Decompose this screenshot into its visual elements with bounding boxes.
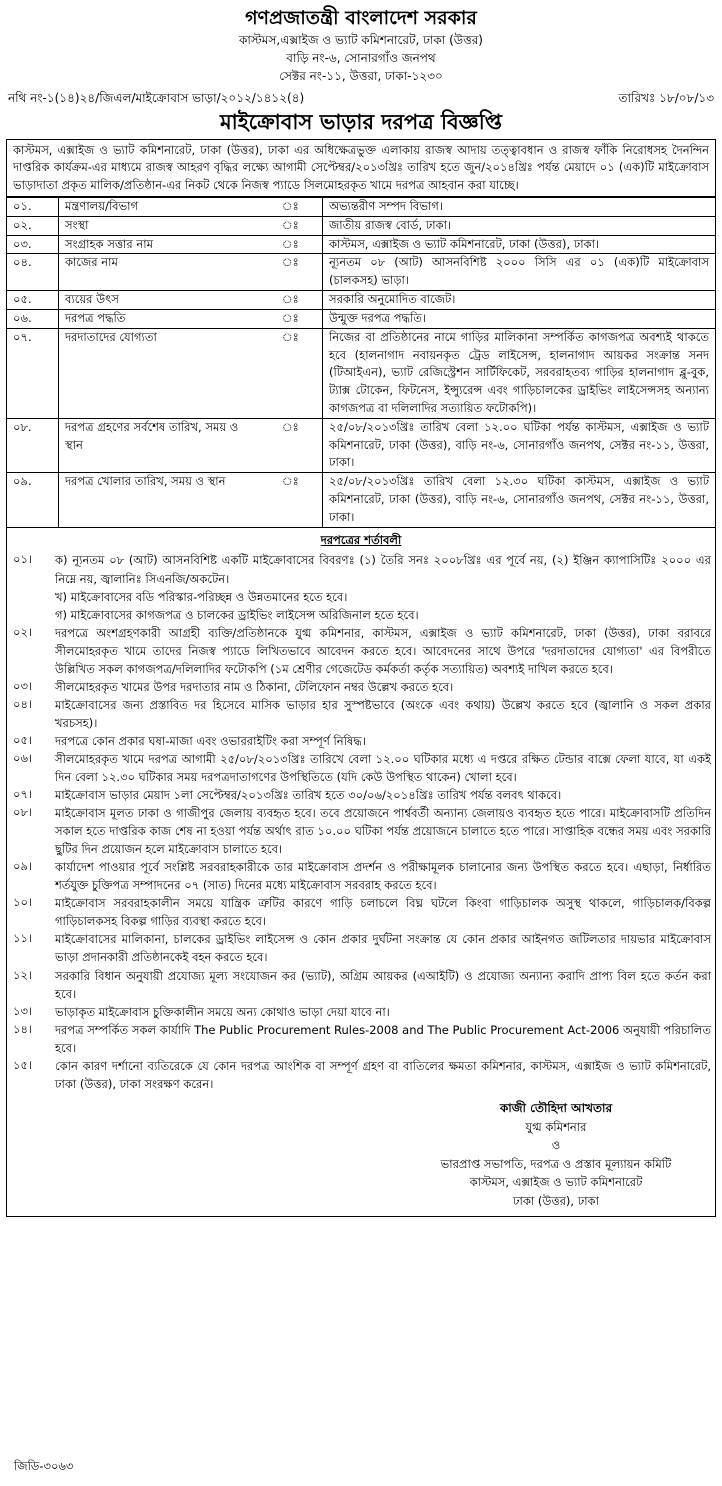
info-row: [7, 309, 716, 328]
condition-number: ১০।: [13, 895, 33, 910]
info-row-colon: ঃ: [259, 309, 323, 328]
file-number: নথি নং-১(১৪)২৪/জিএল/মাইক্রোবাস ভাড়া/২০১২/১৪১২(৪): [8, 90, 305, 105]
info-row-value: অভ্যন্তরীণ সম্পদ বিভাগ।: [323, 198, 716, 217]
condition-text: মাইক্রোবাস সরবরাহকালীন সময়ে যান্ত্রিক ত্রুটির কারণে গাড়ি চলাচলে বিঘ্ন ঘটলে কিংবা গাড়িচালক অসুস্থ থাকলে, গাড়িচালক/বিকল্প গাড়িচালকসহ বিকল্প গাড়ির ব্যবস্থা করতে হবে।: [55, 896, 711, 929]
info-row-number: ০১.: [7, 198, 59, 217]
condition-item: [11, 804, 711, 858]
signatory-and: ও: [551, 1138, 561, 1153]
info-row-value: নিজের বা প্রতিষ্ঠানের নামে গাড়ির মালিকানা সম্পর্কিত কাগজপত্র অবশ্যই থাকতে হবে (হালনাগাদ নবায়নকৃত ট্রেড লাইসেন্স, হালনাগাদ আয়কর সংক্রান্ত সনদ (টিআইএন), ভ্যাট রেজিস্ট্রেশন সার্টিফিকেট, সরবরাহতব্য গাড়ির হালনাগাদ ব্লু-বুক, ট্যাক্স টোকেন, ফিটনেস, ইন্স্যুরেন্স এবং গাড়িচালকের ড্রাইভিং লাইসেন্সসহ অন্যান্য কাগজপত্র বা দলিলাদির সত্যায়িত ফটোকপি)।: [323, 328, 716, 418]
condition-number: [11, 588, 55, 606]
letterhead: [6, 6, 716, 85]
conditions-title: দরপত্রের শর্তাবলী: [320, 532, 402, 547]
info-row-number: ০৩.: [7, 235, 59, 254]
conditions-section: [6, 528, 716, 1217]
intro-paragraph: কাস্টমস, এক্সাইজ ও ভ্যাট কমিশনারেট, ঢাকা (উত্তর), ঢাকা এর অধিক্ষেত্রভুক্ত এলাকায় রাজস্ব আদায় তত্ত্বাবধান ও রাজস্ব ফাঁকি নিরোধসহ দৈনন্দিন দাপ্তরিক কার্যক্রম-এর মাধ্যমে রাজস্ব আহরণ বৃদ্ধির লক্ষ্যে আগামী সেপ্টেম্বর/২০১৩খ্রিঃ তারিখ হতে জুন/২০১৪খ্রিঃ পর্যন্ত মেয়াদে ০১ (এক)টি মাইক্রোবাস ভাড়াদাতা প্রকৃত মালিক/প্রতিষ্ঠান-এর নিকট থেকে নিজস্ব প্যাডে সিলমোহরকৃত খামে দরপত্র আহবান করা যাচ্ছে।: [6, 139, 716, 197]
condition-item: [11, 1021, 711, 1057]
condition-text: গ) মাইক্রোবাসের কাগজপত্র ও চালকের ড্রাইভিং লাইসেন্স অরিজিনাল হতে হবে।: [55, 607, 419, 622]
info-row: [7, 291, 716, 310]
condition-number: ০৫।: [13, 732, 33, 747]
info-row: [7, 198, 716, 217]
info-row: [7, 418, 716, 472]
condition-text: দরপত্রে অংশগ্রহণকারী আগ্রহী ব্যক্তি/প্রতিষ্ঠানকে যুগ্ম কমিশনার, কাস্টমস, এক্সাইজ ও ভ্যাট কমিশনারেট, ঢাকা (উত্তর), ঢাকা বরাবরে সীলমোহরকৃত খামে তাদের নিজস্ব প্যাডে লিখিতভাবে আবেদন করতে হবে। আবেদনের সাথে উপরে 'দরদাতাদের যোগ্যতা' এর বিপরীতে উল্লিখিত সকল কাগজপত্র/দলিলাদির ফটোকপি (১ম শ্রেণীর গেজেটেড কর্মকর্তা কর্তৃক সত্যায়িত) অবশ্যই দাখিল করতে হবে।: [55, 625, 711, 676]
info-row-value: ২৫/০৮/২০১৩খ্রিঃ তারিখ বেলা ১২.৩০ ঘটিকা কাস্টমস, এক্সাইজ ও ভ্যাট কমিশনারেট, ঢাকা (উত্তর), বাড়ি নং-৬, সোনারগাঁও জনপথ, সেক্টর নং-১১, উত্তরা, ঢাকা।: [323, 473, 716, 527]
condition-item: [11, 1057, 711, 1093]
condition-item: [11, 750, 711, 786]
condition-item: [11, 930, 711, 966]
condition-number: ১৪।: [13, 1021, 33, 1036]
condition-number: ১৩।: [13, 1003, 33, 1018]
condition-item: [11, 606, 711, 624]
notice-title: মাইক্রোবাস ভাড়ার দরপত্র বিজ্ঞপ্তি: [219, 110, 503, 135]
condition-text: ক) ন্যূনতম ০৮ (আট) আসনবিশিষ্ট একটি মাইক্রোবাসের বিবরণঃ (১) তৈরি সনঃ ২০০৮খ্রিঃ এর পূর্বে নয়, (২) ইঞ্জিন ক্যাপাসিটিঃ ২০০০ এর নিম্নে নয়, জ্বালানিঃ সিএনজি/অকটেন।: [55, 553, 711, 586]
signatory-designation: যুগ্ম কমিশনার: [525, 1120, 587, 1135]
info-row-value: ন্যূনতম ০৮ (আট) আসনবিশিষ্ট ২০০০ সিসি এর ০১ (এক)টি মাইক্রোবাস (চালকসহ) ভাড়া।: [323, 254, 716, 291]
info-row-value: সরকারি অনুমোদিত বাজেট।: [323, 291, 716, 310]
condition-item: [11, 551, 711, 587]
condition-item: [11, 696, 711, 732]
info-row-number: ০৭.: [7, 328, 59, 418]
condition-number: ০৪।: [13, 696, 33, 711]
condition-item: [11, 678, 711, 696]
info-row: [7, 254, 716, 291]
condition-number: ০৮।: [13, 805, 33, 820]
info-row-label: দরপত্র পদ্ধতি: [59, 309, 259, 328]
info-row-colon: ঃ: [259, 254, 323, 291]
condition-number: ০৭।: [13, 787, 33, 802]
info-row-value: উন্মুক্ত দরপত্র পদ্ধতি।: [323, 309, 716, 328]
condition-text: কার্যাদেশ পাওয়ার পূর্বে সংশ্লিষ্ট সরবরাহকারীকে তার মাইক্রোবাস প্রদর্শন ও পরীক্ষামূলক চালানোর জন্য উপস্থিত করতে হবে। এছাড়া, নির্ধারিত শর্তযুক্ত চুক্তিপত্র সম্পাদনের ০৭ (সাত) দিনের মধ্যে মাইক্রোবাস সরবরাহ করতে হবে।: [55, 860, 711, 893]
condition-number: ০৩।: [13, 678, 33, 693]
info-row-colon: ঃ: [259, 235, 323, 254]
condition-number: ১১।: [13, 931, 33, 946]
info-row-colon: ঃ: [259, 418, 323, 472]
condition-text: দরপত্রে কোন প্রকার ঘষা-মাজা এবং ওভাররাইটিং করা সম্পূর্ণ নিষিদ্ধ।: [55, 733, 366, 748]
condition-number: ১৫।: [13, 1057, 33, 1072]
condition-item: [11, 858, 711, 894]
condition-item: [11, 894, 711, 930]
signatory-name: কাজী তৌহিদা আখতার: [499, 1100, 613, 1115]
office-address-line-1: বাড়ি নং-৬, সোনারগাঁও জনপথ: [286, 50, 436, 65]
info-row-number: ০৬.: [7, 309, 59, 328]
info-row: [7, 235, 716, 254]
info-row-value: জাতীয় রাজস্ব বোর্ড, ঢাকা।: [323, 216, 716, 235]
condition-text: দরপত্র সম্পর্কিত সকল কার্যাদি The Public Procurement Rules-2008 and The Public Procurement Act-2006 অনুযায়ী পরিচালিত হবে।: [55, 1022, 711, 1055]
signature-block: [411, 1099, 701, 1210]
info-row: [7, 216, 716, 235]
signatory-role: ভারপ্রাপ্ত সভাপতি, দরপত্র ও প্রস্তাব মূল্যায়ন কমিটি: [440, 1156, 672, 1171]
signatory-office: কাস্টমস, এক্সাইজ ও ভ্যাট কমিশনারেট: [469, 1175, 643, 1190]
condition-text: মাইক্রোবাসের মালিকানা, চালকের ড্রাইভিং লাইসেন্স ও কোন প্রকার দুর্ঘটনা সংক্রান্ত যে কোন প্রকার আইনগত জটিলতার দায়ভার মাইক্রোবাস ভাড়া প্রদানকারী প্রতিষ্ঠানকেই বহন করতে হবে।: [55, 932, 711, 965]
info-row-number: ০৫.: [7, 291, 59, 310]
info-row-label: দরপত্র গ্রহণের সর্বশেষ তারিখ, সময় ও স্থান: [59, 418, 259, 472]
gd-number: জিডি-৩০৬৩: [14, 1459, 74, 1473]
info-row-colon: ঃ: [259, 291, 323, 310]
info-row-colon: ঃ: [259, 216, 323, 235]
info-row: [7, 328, 716, 418]
info-row-colon: ঃ: [259, 198, 323, 217]
condition-text: মাইক্রোবাস মূলত ঢাকা ও গাজীপুর জেলায় ব্যবহৃত হবে। তবে প্রয়োজনে পার্শ্ববর্তী অন্যান্য জেলায়ও ব্যবহৃত হতে পারে। মাইক্রোবাসটি প্রতিদিন সকাল হতে দাপ্তরিক কাজ শেষ না হওয়া পর্যন্ত অর্থাৎ রাত ১০.০০ ঘটিকা পর্যন্ত প্রয়োজনে চালাতে হতে পারে। সাপ্তাহিক বন্ধের সময় এবং সরকারি ছুটির দিন প্রয়োজন হলে মাইক্রোবাস চালাতে হবে।: [55, 806, 711, 857]
condition-text: সীলমোহরকৃত খামে দরপত্র আগামী ২৫/০৮/২০১৩খ্রিঃ তারিখে বেলা ১২.০০ ঘটিকার মধ্যে এ দপ্তরে রক্ষিত টেন্ডার বাক্সে ফেলা যাবে, যা একই দিন বেলা ১২.৩০ ঘটিকার সময় দরপত্রদাতাগণের উপস্থিতিতে (যদি কেউ উপস্থিত থাকেন) খোলা হবে।: [55, 751, 711, 785]
condition-number: ১২।: [13, 967, 33, 982]
info-row-label: দরপত্র খোলার তারিখ, সময় ও স্থান: [59, 473, 259, 527]
info-row: [7, 473, 716, 527]
condition-item: [11, 967, 711, 1003]
condition-text: মাইক্রোবাস ভাড়ার মেয়াদ ১লা সেপ্টেম্বর/২০১৩খ্রিঃ তারিখ হতে ৩০/০৬/২০১৪খ্রিঃ তারিখ পর্যন্ত বলবৎ থাকবে।: [55, 788, 562, 803]
info-row-colon: ঃ: [259, 328, 323, 418]
office-address-line-2: সেক্টর নং-১১, উত্তরা, ঢাকা-১২৩০: [279, 68, 443, 83]
info-row-label: সংস্থা: [59, 216, 259, 235]
condition-item: [11, 588, 711, 606]
conditions-list: [11, 551, 711, 1092]
condition-number: [11, 606, 55, 624]
condition-text: কোন কারণ দর্শানো ব্যতিরেকে যে কোন দরপত্র আংশিক বা সম্পূর্ণ গ্রহণ বা বাতিলের ক্ষমতা কমিশনার, কাস্টমস, এক্সাইজ ও ভ্যাট কমিশনারেট, ঢাকা (উত্তর), ঢাকা সংরক্ষণ করেন।: [55, 1058, 711, 1091]
info-row-number: ০৯.: [7, 473, 59, 527]
office-name: কাস্টমস,এক্সাইজ ও ভ্যাট কমিশনারেট, ঢাকা (উত্তর): [239, 32, 483, 47]
info-row-label: কাজের নাম: [59, 254, 259, 291]
condition-item: [11, 624, 711, 678]
info-row-number: ০৮.: [7, 418, 59, 472]
government-name: গণপ্রজাতন্ত্রী বাংলাদেশ সরকার: [245, 7, 477, 29]
condition-text: মাইক্রোবাসের জন্য প্রস্তাবিত দর হিসেবে মাসিক ভাড়ার হার সুস্পষ্টভাবে (অংকে এবং কথায়) উল্লেখ করতে হবে (জ্বালানি ও সকল প্রকার খরচসহ)।: [55, 697, 711, 730]
reference-row: [6, 89, 716, 108]
notice-date: তারিখঃ ১৮/০৮/১৩: [618, 90, 714, 105]
condition-item: [11, 732, 711, 750]
condition-text: ভাড়াকৃত মাইক্রোবাস চুক্তিকালীন সময়ে অন্য কোথাও ভাড়া দেয়া যাবে না।: [55, 1004, 390, 1019]
condition-number: ০৬।: [13, 750, 33, 765]
condition-item: [11, 786, 711, 804]
info-row-number: ০৪.: [7, 254, 59, 291]
info-row-value: কাস্টমস, এক্সাইজ ও ভ্যাট কমিশনারেট, ঢাকা (উত্তর), ঢাকা।: [323, 235, 716, 254]
info-row-label: মন্ত্রণালয়/বিভাগ: [59, 198, 259, 217]
info-row-label: দরদাতাদের যোগ্যতা: [59, 328, 259, 418]
info-row-value: ২৫/০৮/২০১৩খ্রিঃ তারিখ বেলা ১২.০০ ঘটিকা পর্যন্ত কাস্টমস, এক্সাইজ ও ভ্যাট কমিশনারেট, ঢাকা (উত্তর), বাড়ি নং-৬, সোনারগাঁও জনপথ, সেক্টর নং-১১, উত্তরা, ঢাকা।: [323, 418, 716, 472]
condition-text: সরকারি বিধান অনুযায়ী প্রযোজ্য মূল্য সংযোজন কর (ভ্যাট), অগ্রিম আয়কর (এআইটি) ও প্রযোজ্য অন্যান্য করাদি প্রাপ্য বিল হতে কর্তন করা হবে।: [55, 968, 711, 1001]
info-row-label: ব্যয়ের উৎস: [59, 291, 259, 310]
info-row-number: ০২.: [7, 216, 59, 235]
tender-info-table: [6, 197, 716, 528]
condition-item: [11, 1003, 711, 1021]
condition-number: ০২।: [13, 624, 33, 639]
info-row-colon: ঃ: [259, 473, 323, 527]
condition-number: ০১।: [13, 552, 33, 567]
condition-text: সীলমোহরকৃত খামের উপর দরদাতার নাম ও ঠিকানা, টেলিফোন নম্বর উল্লেখ করতে হবে।: [55, 679, 454, 694]
condition-number: ০৯।: [13, 859, 33, 874]
signatory-city: ঢাকা (উত্তর), ঢাকা: [513, 1193, 599, 1208]
condition-text: খ) মাইক্রোবাসের বডি পরিস্কার-পরিচ্ছন্ন ও উন্নতমানের হতে হবে।: [55, 589, 348, 604]
info-row-label: সংগ্রাহক সত্তার নাম: [59, 235, 259, 254]
